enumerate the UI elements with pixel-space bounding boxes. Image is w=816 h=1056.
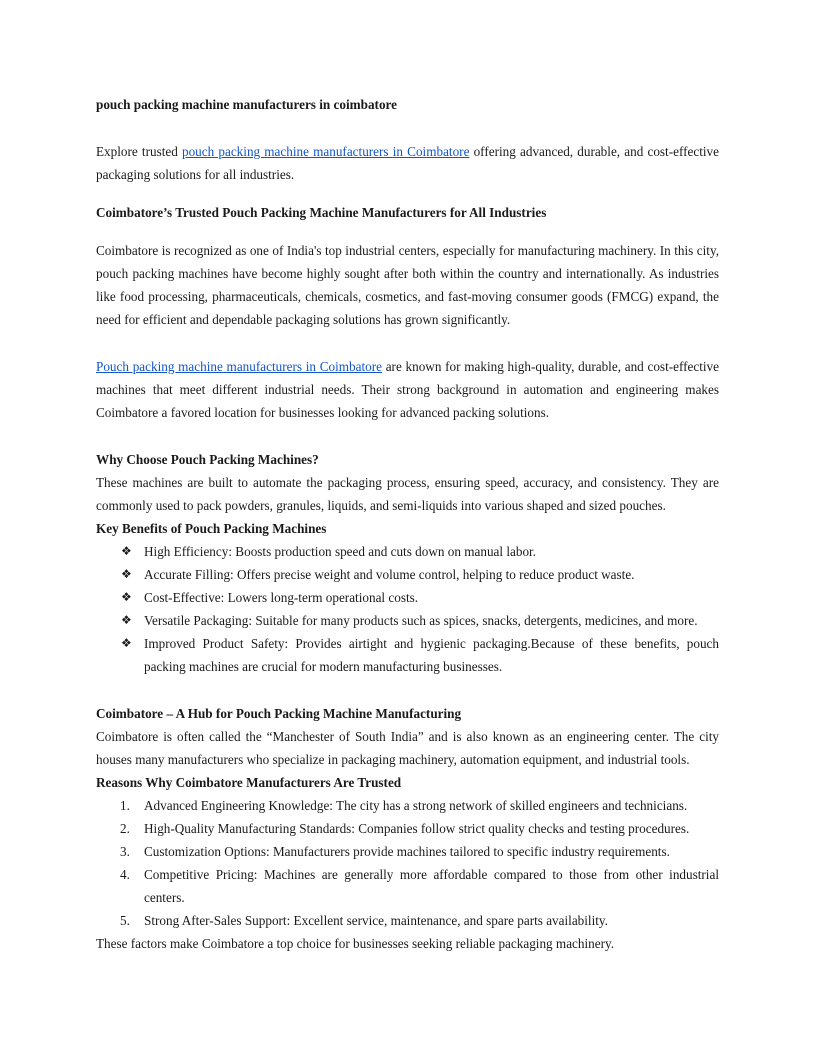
reasons-list (96, 794, 719, 932)
intro-text-after: offering advanced, durable, and cost-effective packaging solutions for all industries. (96, 144, 719, 182)
section-heading-trusted: Coimbatore’s Trusted Pouch Packing Machine Manufacturers for All Industries (96, 205, 547, 220)
list-number: 3. (120, 844, 130, 859)
section-heading-why: Why Choose Pouch Packing Machines? (96, 452, 319, 467)
benefit-text: Cost-Effective: Lowers long-term operational costs. (144, 590, 419, 605)
reason-text: Competitive Pricing: Machines are generally more affordable compared to those from other industrial centers. (144, 867, 719, 905)
list-number: 1. (120, 798, 130, 813)
paragraph-closing: These factors make Coimbatore a top choice for businesses seeking reliable packaging machinery. (96, 936, 615, 951)
section-heading-benefits: Key Benefits of Pouch Packing Machines (96, 521, 327, 536)
benefit-text: Versatile Packaging: Suitable for many products such as spices, snacks, detergents, medicines, and more. (144, 613, 698, 628)
list-item (96, 540, 719, 563)
document-page (96, 93, 719, 955)
reason-text: Strong After-Sales Support: Excellent service, maintenance, and spare parts availability. (144, 913, 608, 928)
reason-text: Advanced Engineering Knowledge: The city has a strong network of skilled engineers and technicians. (144, 798, 688, 813)
list-item (96, 817, 719, 840)
list-number: 4. (120, 867, 130, 882)
section-heading-hub: Coimbatore – A Hub for Pouch Packing Machine Manufacturing (96, 706, 462, 721)
bullet-diamond-icon: ❖ (121, 613, 132, 627)
bullet-diamond-icon: ❖ (121, 636, 132, 650)
paragraph-why: These machines are built to automate the packaging process, ensuring speed, accuracy, and consistency. They are commonly used to pack powders, granules, liquids, and semi-liquids into various shaped and sized pouches. (96, 475, 719, 513)
list-number: 5. (120, 913, 130, 928)
list-item (96, 609, 719, 632)
document-title: pouch packing machine manufacturers in coimbatore (96, 97, 398, 112)
benefit-text: High Efficiency: Boosts production speed and cuts down on manual labor. (144, 544, 537, 559)
bullet-diamond-icon: ❖ (121, 567, 132, 581)
section-heading-reasons: Reasons Why Coimbatore Manufacturers Are Trusted (96, 775, 402, 790)
paragraph-manufacturers (96, 355, 719, 424)
list-number: 2. (120, 821, 130, 836)
list-item (96, 909, 719, 932)
paragraph-overview: Coimbatore is recognized as one of India's top industrial centers, especially for manufacturing machinery. In this city, pouch packing machines have become highly sought after both within the country and internationally. As industries like food processing, pharmaceuticals, chemicals, cosmetics, and fast-moving consumer goods (FMCG) expand, the need for efficient and dependable packaging solutions has grown significantly. (96, 243, 719, 327)
bullet-diamond-icon: ❖ (121, 544, 132, 558)
intro-text-before: Explore trusted (96, 144, 182, 159)
reason-text: High-Quality Manufacturing Standards: Companies follow strict quality checks and testing procedures. (144, 821, 690, 836)
list-item (96, 863, 719, 909)
manufacturers-link[interactable]: Pouch packing machine manufacturers in Coimbatore (96, 359, 382, 374)
list-item (96, 632, 719, 678)
intro-link[interactable]: pouch packing machine manufacturers in Coimbatore (181, 144, 470, 159)
list-item (96, 794, 719, 817)
benefit-text: Improved Product Safety: Provides airtight and hygienic packaging.Because of these benefits, pouch packing machines are crucial for modern manufacturing businesses. (144, 636, 719, 674)
benefits-list (96, 540, 719, 678)
manufacturers-text: are known for making high-quality, durable, and cost-effective machines that meet different industrial needs. Their strong background in automation and engineering makes Coimbatore a favored location for businesses looking for advanced packing solutions. (96, 359, 720, 420)
list-item (96, 586, 719, 609)
list-item (96, 840, 719, 863)
paragraph-hub: Coimbatore is often called the “Manchester of South India” and is also known as an engineering center. The city houses many manufacturers who specialize in packaging machinery, automation equipment, and industrial tools. (96, 729, 719, 767)
benefit-text: Accurate Filling: Offers precise weight and volume control, helping to reduce product waste. (144, 567, 635, 582)
bullet-diamond-icon: ❖ (121, 590, 132, 604)
intro-paragraph (96, 140, 719, 186)
reason-text: Customization Options: Manufacturers provide machines tailored to specific industry requirements. (144, 844, 670, 859)
list-item (96, 563, 719, 586)
